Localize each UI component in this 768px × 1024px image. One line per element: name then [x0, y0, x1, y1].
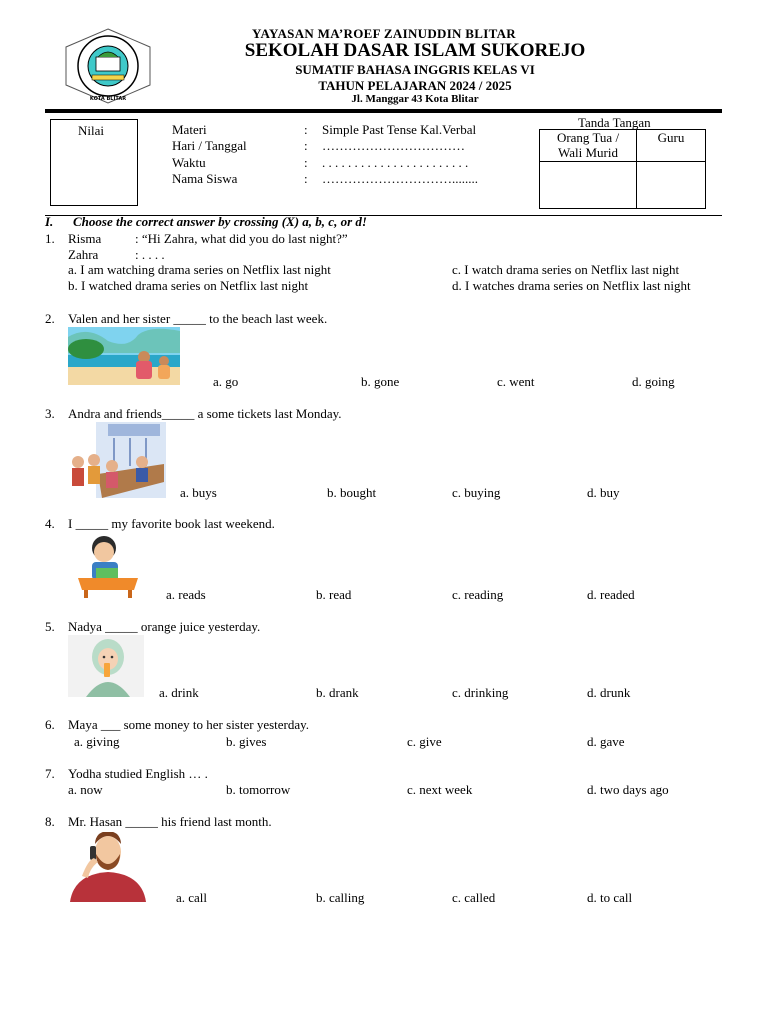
question-text: Mr. Hasan _____ his friend last month. [68, 814, 272, 829]
option-a[interactable]: a. call [176, 890, 208, 905]
option-a[interactable]: a. buys [180, 485, 217, 500]
option-d[interactable]: d. gave [587, 734, 625, 749]
section-number: I. [45, 214, 54, 229]
instruction-text: Choose the correct answer by crossing (X) a, b, c, or d! [73, 214, 367, 229]
option-b[interactable]: b. read [316, 587, 352, 602]
question-number: 6. [45, 717, 55, 732]
teacher-signature-box[interactable] [637, 162, 706, 209]
question-text: I _____ my favorite book last weekend. [68, 516, 275, 531]
option-d[interactable]: d. buy [587, 485, 620, 500]
option-c[interactable]: c. called [452, 890, 496, 905]
header-divider [45, 109, 722, 113]
option-b[interactable]: b. gone [361, 374, 400, 389]
materi-value: Simple Past Tense Kal.Verbal [322, 122, 477, 137]
question-number: 7. [45, 766, 55, 781]
option-c[interactable]: c. reading [452, 587, 504, 602]
option-d[interactable]: d. going [632, 374, 675, 389]
question-text: Nadya _____ orange juice yesterday. [68, 619, 261, 634]
signature-title: Tanda Tangan [578, 115, 651, 130]
date-field[interactable]: …………………………… [322, 138, 465, 153]
option-d[interactable]: d. I watches drama series on Netflix last night [452, 278, 691, 293]
option-b[interactable]: b. drank [316, 685, 359, 700]
section-instruction [45, 214, 367, 229]
reading-boy-picture [74, 534, 142, 598]
colon: : [304, 155, 308, 170]
option-d[interactable]: d. two days ago [587, 782, 669, 797]
colon: : [304, 122, 308, 137]
speaker-name: Risma [68, 231, 102, 246]
colon: : [304, 171, 308, 186]
dialog-line: : . . . . [135, 247, 165, 262]
exam-title: SUMATIF BAHASA INGGRIS KELAS VI [295, 62, 535, 77]
logo-caption: KOTA BLITAR [89, 96, 127, 102]
parent-signature-label: Orang Tua / [556, 130, 620, 145]
option-d[interactable]: d. to call [587, 890, 633, 905]
student-name-field[interactable]: …………………………........ [322, 171, 478, 186]
question-number: 3. [45, 406, 55, 421]
question-number: 1. [45, 231, 55, 246]
question-number: 4. [45, 516, 55, 531]
option-c[interactable]: c. drinking [452, 685, 509, 700]
option-d[interactable]: d. drunk [587, 685, 631, 700]
option-c[interactable]: c. give [407, 734, 442, 749]
academic-year: TAHUN PELAJARAN 2024 / 2025 [318, 78, 512, 93]
option-a[interactable]: a. I am watching drama series on Netflix last night [68, 262, 331, 277]
time-label: Waktu [172, 155, 206, 170]
speaker-name: Zahra [68, 247, 99, 262]
dialog-line: : “Hi Zahra, what did you do last night?” [135, 231, 348, 246]
question-number: 5. [45, 619, 55, 634]
option-a[interactable]: a. drink [159, 685, 199, 700]
option-a[interactable]: a. giving [74, 734, 120, 749]
option-c[interactable]: c. buying [452, 485, 501, 500]
option-c[interactable]: c. next week [407, 782, 473, 797]
foundation-name: YAYASAN MA’ROEF ZAINUDDIN BLITAR [252, 26, 516, 41]
time-field[interactable]: . . . . . . . . . . . . . . . . . . . . . . . [322, 155, 469, 170]
option-c[interactable]: c. went [497, 374, 535, 389]
option-b[interactable]: b. gives [226, 734, 267, 749]
question-text: Maya ___ some money to her sister yesterday. [68, 717, 310, 732]
date-label: Hari / Tanggal [172, 138, 247, 153]
student-name-label: Nama Siswa [172, 171, 238, 186]
question-text: Yodha studied English … . [68, 766, 208, 781]
option-d[interactable]: d. readed [587, 587, 635, 602]
option-b[interactable]: b. bought [327, 485, 377, 500]
parent-signature-box[interactable] [540, 162, 637, 209]
school-address: Jl. Manggar 43 Kota Blitar [351, 93, 479, 105]
colon: : [304, 138, 308, 153]
option-b[interactable]: b. calling [316, 890, 365, 905]
option-a[interactable]: a. now [68, 782, 103, 797]
score-label: Nilai [78, 123, 104, 138]
option-a[interactable]: a. reads [166, 587, 206, 602]
option-b[interactable]: b. I watched drama series on Netflix last night [68, 278, 309, 293]
question-text: Andra and friends_____ a some tickets last Monday. [68, 406, 342, 421]
girl-drinking-picture [68, 635, 144, 697]
signature-table [539, 129, 706, 209]
question-number: 8. [45, 814, 55, 829]
beach-picture [68, 327, 180, 385]
option-a[interactable]: a. go [213, 374, 239, 389]
parent-signature-label-2: Wali Murid [558, 145, 618, 160]
question-number: 2. [45, 311, 55, 326]
school-name: SEKOLAH DASAR ISLAM SUKOREJO [244, 40, 586, 61]
option-b[interactable]: b. tomorrow [226, 782, 291, 797]
materi-label: Materi [172, 122, 207, 137]
question-text: Valen and her sister _____ to the beach last week. [68, 311, 328, 326]
option-c[interactable]: c. I watch drama series on Netflix last night [452, 262, 680, 277]
ticket-booth-picture [68, 422, 166, 498]
man-phone-picture [68, 832, 148, 902]
teacher-signature-label: Guru [657, 130, 685, 145]
